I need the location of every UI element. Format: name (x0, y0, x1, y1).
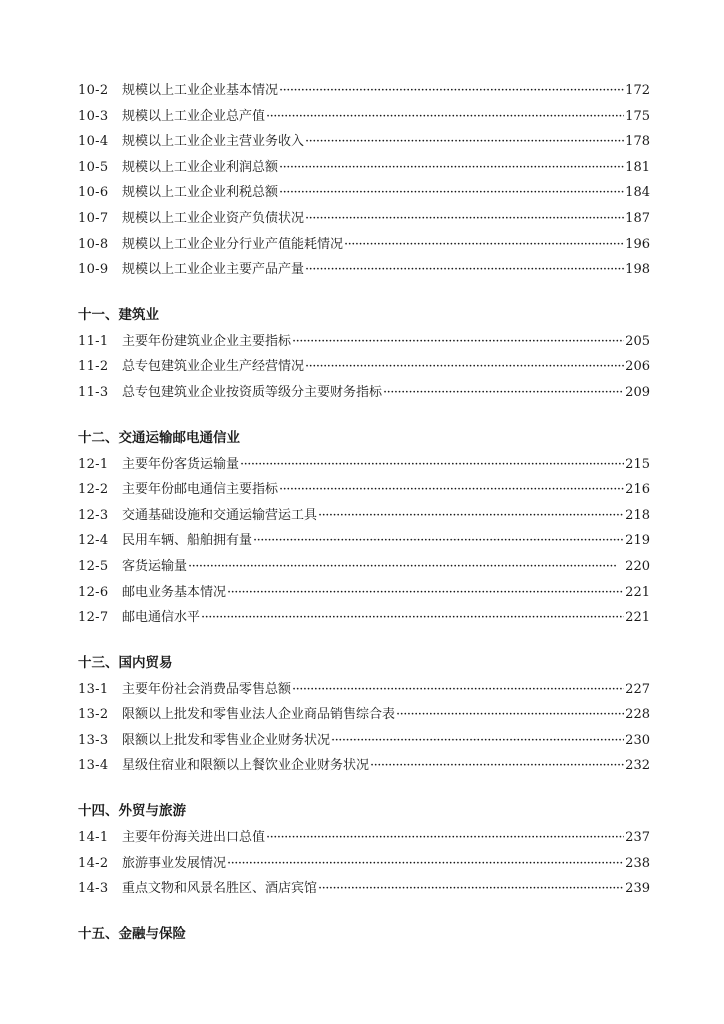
dot-leader (305, 262, 624, 277)
toc-section (78, 300, 650, 407)
entry-number: 12-2 (78, 482, 109, 498)
toc-entry[interactable] (78, 181, 650, 207)
entry-page-number: 221 (625, 584, 650, 600)
entry-number: 12-5 (78, 558, 109, 574)
entry-title: 规模以上工业企业总产值 (122, 108, 266, 124)
entry-title: 主要年份海关进出口总值 (122, 830, 266, 846)
toc-entry[interactable] (78, 754, 650, 780)
entry-number: 10-6 (78, 185, 109, 201)
dot-leader (292, 334, 624, 349)
dot-leader (305, 134, 624, 149)
entry-page-number: 196 (625, 236, 650, 252)
dot-leader (318, 508, 624, 523)
entry-number: 13-4 (78, 758, 109, 774)
entry-number: 10-7 (78, 210, 109, 226)
toc-section (78, 919, 650, 949)
entry-title: 星级住宿业和限额以上餐饮业企业财务状况 (122, 758, 370, 774)
entry-title: 规模以上工业企业利润总额 (122, 159, 279, 175)
entry-page-number: 181 (625, 159, 650, 175)
toc-entry[interactable] (78, 330, 650, 356)
entry-number: 14-1 (78, 830, 109, 846)
toc-entry[interactable] (78, 877, 650, 903)
entry-title: 重点文物和风景名胜区、酒店宾馆 (122, 881, 318, 897)
dot-leader (279, 83, 624, 98)
dot-leader (318, 881, 624, 896)
toc-section (78, 423, 650, 632)
entry-title: 客货运输量 (122, 558, 188, 574)
entry-title: 邮电通信水平 (122, 610, 201, 626)
section-heading: 十二、交通运输邮电通信业 (78, 429, 240, 446)
dot-leader (305, 211, 624, 226)
dot-leader (370, 758, 624, 773)
entry-number: 12-6 (78, 584, 109, 600)
section-heading: 十五、金融与保险 (78, 925, 186, 942)
dot-leader (227, 856, 624, 871)
dot-leader (305, 359, 624, 374)
toc-entry[interactable] (78, 105, 650, 131)
entry-page-number: 205 (625, 333, 650, 349)
entry-title: 邮电业务基本情况 (122, 584, 227, 600)
entry-number: 10-4 (78, 134, 109, 150)
toc-entry[interactable] (78, 729, 650, 755)
toc-entry[interactable] (78, 529, 650, 555)
entry-number: 10-8 (78, 236, 109, 252)
entry-number: 13-1 (78, 681, 109, 697)
entry-page-number: 230 (625, 732, 650, 748)
toc-section (78, 648, 650, 780)
entry-number: 13-3 (78, 732, 109, 748)
toc-entry[interactable] (78, 826, 650, 852)
table-of-contents (78, 79, 650, 949)
entry-title: 规模以上工业企业利税总额 (122, 185, 279, 201)
dot-leader (227, 585, 624, 600)
entry-page-number: 232 (625, 758, 650, 774)
entry-number: 10-5 (78, 159, 109, 175)
entry-number: 10-3 (78, 108, 109, 124)
entry-title: 规模以上工业企业资产负债状况 (122, 210, 305, 226)
section-heading: 十一、建筑业 (78, 306, 159, 323)
entry-page-number: 219 (625, 533, 650, 549)
entry-number: 11-2 (78, 359, 109, 375)
toc-entry[interactable] (78, 581, 650, 607)
entry-number: 14-3 (78, 881, 109, 897)
entry-number: 12-3 (78, 507, 109, 523)
entry-page-number: 178 (625, 134, 650, 150)
toc-entry[interactable] (78, 258, 650, 284)
section-heading: 十三、国内贸易 (78, 654, 173, 671)
entry-number: 12-4 (78, 533, 109, 549)
toc-entry[interactable] (78, 678, 650, 704)
entry-title: 主要年份建筑业企业主要指标 (122, 333, 292, 349)
dot-leader (279, 482, 624, 497)
entry-title: 旅游事业发展情况 (122, 855, 227, 871)
entry-title: 主要年份邮电通信主要指标 (122, 482, 279, 498)
entry-title: 规模以上工业企业主营业务收入 (122, 134, 305, 150)
entry-number: 12-1 (78, 456, 109, 472)
entry-page-number: 215 (625, 456, 650, 472)
entry-page-number: 175 (625, 108, 650, 124)
dot-leader (253, 533, 624, 548)
dot-leader (188, 559, 624, 574)
entry-title: 交通基础设施和交通运输营运工具 (122, 507, 318, 523)
entry-title: 总专包建筑业企业按资质等级分主要财务指标 (122, 384, 383, 400)
dot-leader (396, 707, 624, 722)
entry-title: 限额以上批发和零售业法人企业商品销售综合表 (122, 707, 396, 723)
entry-title: 民用车辆、船舶拥有量 (122, 533, 253, 549)
entry-number: 11-1 (78, 333, 109, 349)
entry-number: 10-9 (78, 262, 109, 278)
toc-entry[interactable] (78, 703, 650, 729)
dot-leader (279, 160, 624, 175)
toc-entry[interactable] (78, 79, 650, 105)
toc-entry[interactable] (78, 852, 650, 878)
entry-title: 规模以上工业企业分行业产值能耗情况 (122, 236, 344, 252)
entry-title: 限额以上批发和零售业企业财务状况 (122, 732, 331, 748)
toc-entry[interactable] (78, 504, 650, 530)
entry-page-number: 206 (625, 359, 650, 375)
toc-entry[interactable] (78, 233, 650, 259)
toc-entry[interactable] (78, 156, 650, 182)
toc-entry[interactable] (78, 130, 650, 156)
toc-section (78, 79, 650, 284)
section-heading: 十四、外贸与旅游 (78, 803, 186, 820)
entry-page-number: 216 (625, 482, 650, 498)
entry-page-number: 238 (625, 855, 650, 871)
entry-page-number: 209 (625, 384, 650, 400)
dot-leader (266, 109, 624, 124)
entry-page-number: 227 (625, 681, 650, 697)
dot-leader (240, 457, 624, 472)
entry-page-number: 184 (625, 185, 650, 201)
dot-leader (201, 610, 624, 625)
dot-leader (279, 185, 624, 200)
entry-page-number: 239 (625, 881, 650, 897)
toc-entry[interactable] (78, 381, 650, 407)
entry-page-number: 187 (625, 210, 650, 226)
dot-leader (344, 237, 624, 252)
toc-entry[interactable] (78, 207, 650, 233)
entry-title: 主要年份社会消费品零售总额 (122, 681, 292, 697)
toc-entry[interactable] (78, 555, 650, 581)
entry-title: 规模以上工业企业主要产品产量 (122, 262, 305, 278)
dot-leader (383, 385, 624, 400)
toc-entry[interactable] (78, 453, 650, 479)
entry-title: 主要年份客货运输量 (122, 456, 240, 472)
entry-page-number: 198 (625, 262, 650, 278)
entry-title: 规模以上工业企业基本情况 (122, 83, 279, 98)
entry-page-number: 237 (625, 830, 650, 846)
entry-page-number: 220 (625, 558, 650, 574)
entry-page-number: 221 (625, 610, 650, 626)
dot-leader (266, 830, 624, 845)
entry-number: 13-2 (78, 707, 109, 723)
dot-leader (331, 733, 624, 748)
entry-page-number: 228 (625, 707, 650, 723)
toc-entry[interactable] (78, 355, 650, 381)
entry-page-number: 218 (625, 507, 650, 523)
entry-title: 总专包建筑业企业生产经营情况 (122, 359, 305, 375)
entry-number: 11-3 (78, 384, 109, 400)
entry-number: 12-7 (78, 610, 109, 626)
dot-leader (292, 682, 624, 697)
entry-page-number: 172 (625, 83, 650, 98)
entry-number: 14-2 (78, 855, 109, 871)
toc-entry[interactable] (78, 478, 650, 504)
toc-entry[interactable] (78, 606, 650, 632)
toc-section (78, 796, 650, 903)
entry-number: 10-2 (78, 83, 109, 98)
